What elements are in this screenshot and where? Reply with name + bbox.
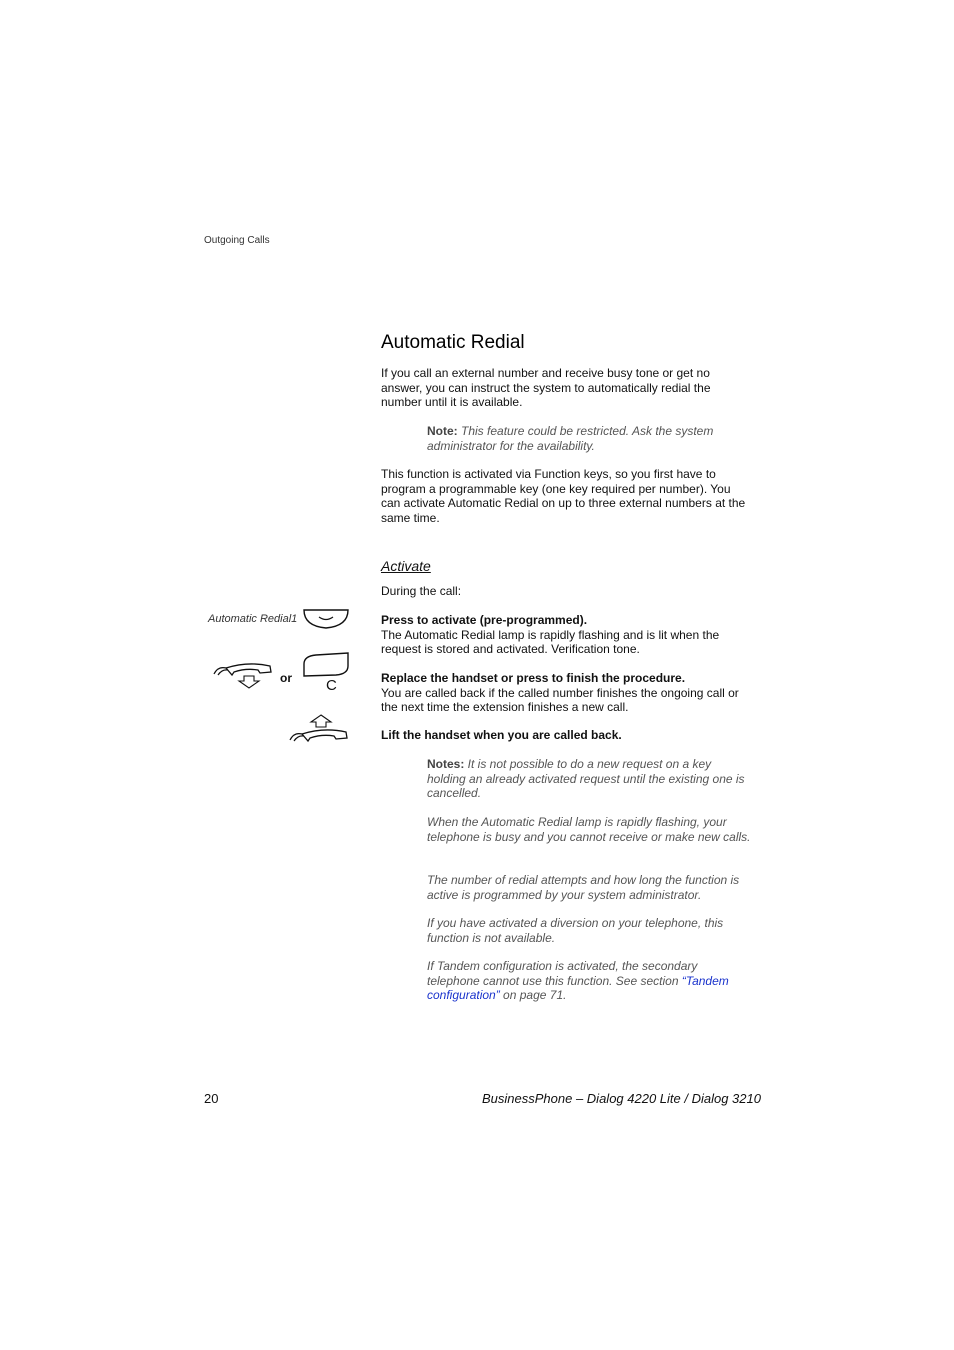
step-2 — [381, 671, 751, 715]
function-keys-paragraph: This function is activated via Function keys, so you first have to program a programmable key (one key required per number). You can activate Automatic Redial on up to three external numbers at the same time. — [381, 467, 746, 525]
activate-heading: Activate — [381, 558, 431, 574]
function-key-icon[interactable] — [302, 608, 350, 630]
step-2-text: You are called back if the called number finishes the ongoing call or the next time the extension finishes a new call. — [381, 685, 739, 715]
step-3 — [381, 728, 751, 743]
page-number: 20 — [204, 1091, 219, 1106]
step-3-title: Lift the handset when you are called back. — [381, 728, 622, 742]
during-call-text: During the call: — [381, 584, 462, 598]
intro-paragraph: If you call an external number and receive busy tone or get no answer, you can instruct the system to automatically redial the number until it is available. — [381, 366, 711, 410]
notes-3: The number of redial attempts and how long the function is active is programmed by your system administrator. — [427, 873, 740, 902]
clear-key-icon[interactable] — [302, 652, 350, 692]
notes-1 — [427, 757, 752, 801]
notes-5-text-after: on page 71. — [499, 988, 567, 1003]
tandem-configuration-link[interactable]: “Tandem configuration” — [427, 973, 729, 1003]
function-key-label: Automatic Redial1 — [208, 613, 298, 625]
notes-label: Notes: — [427, 757, 465, 771]
notes-1-text: It is not possible to do a new request on a key holding an already activated request until the existing one is cancelled. — [427, 757, 745, 801]
notes-4: If you have activated a diversion on your telephone, this function is not available. — [427, 916, 724, 945]
step-1 — [381, 613, 751, 657]
notes-5-text-before: If Tandem configuration is activated, the secondary telephone cannot use this function. See section — [427, 959, 698, 988]
or-connector: or — [280, 671, 292, 685]
running-header: Outgoing Calls — [204, 235, 270, 246]
note-1 — [427, 424, 752, 453]
note-label: Note: — [427, 424, 458, 438]
handset-lift-icon[interactable] — [288, 714, 350, 744]
page-title: Automatic Redial — [381, 332, 525, 353]
notes-2: When the Automatic Redial lamp is rapidly flashing, your telephone is busy and you cannot receive or make new calls. — [427, 815, 751, 844]
notes-5 — [427, 959, 752, 1003]
step-2-title: Replace the handset or press to finish the procedure. — [381, 671, 686, 685]
step-1-text: The Automatic Redial lamp is rapidly flashing and is lit when the request is stored and activated. Verification tone. — [381, 627, 720, 657]
clear-key-glyph: C — [326, 677, 337, 694]
step-1-title: Press to activate (pre-programmed). — [381, 613, 588, 627]
footer-doc-title: BusinessPhone – Dialog 4220 Lite / Dialog 3210 — [482, 1091, 761, 1106]
note-text: This feature could be restricted. Ask the system administrator for the availability. — [427, 424, 714, 453]
handset-replace-icon[interactable] — [212, 662, 274, 690]
